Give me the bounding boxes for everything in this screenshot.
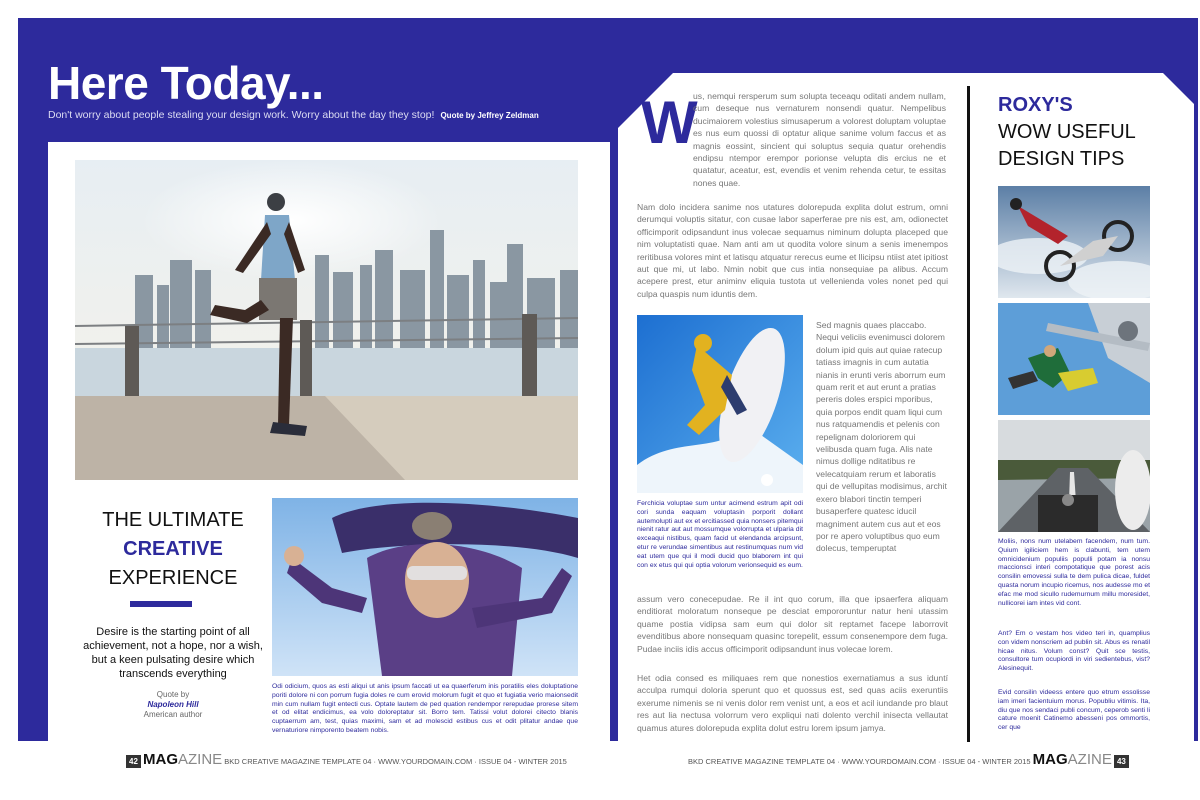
magazine-logo-right <box>1033 751 1112 768</box>
section-headline <box>78 506 268 593</box>
body-paragraph-2: Nam dolo incidera sanime nos utatures dolorepuda explita dolut estrum, omni derumqui voluptis sitatur, con cusae labor saperferae pre nis est, am, odionectet officimporit odipsandunt inus volecae sequamus niminum dolupta placeped que nim voluptatisti quae. Nam anti am ut quodita volore sinum a senis imenempos reritibusa volores mint et latisqu atquatur rerecus eume et llicipsu ntiist atet ipitiost aut que mi, ut labo. Nmin nobit que cus intia nonsequiae pa alibus. Accum acepere prest, etur animinv eliquia tustota ut vellenienda voles nonet ped qui culpa quaspis num iduntis dem. <box>637 202 948 299</box>
motorcycle-road-photo <box>998 420 1150 532</box>
skydiver-caption: Odi odicium, quos as esti aliqui ut anis ipsum faccati ut ea quaerferum inis poratilis eles doluptatione poriti dolore ni con porrum fugia doles re cum erovid molorum fugit et quo et fugiatia verio maionsedit min cum nullam fugit entecti cus. Optate lautem de ped quation rendempor rerepudae prorese sitem et od elitat endicimus, ea volo doloreptatur sit. Borro tem. Tatissi volut dolorei citecto blanis cuptaerrum am, test, quias maximi, sam et ad molescid estibus cus et odit plitatur andae que vernaturiore nimporento beatem nobis. <box>272 683 578 734</box>
headline-line-2: CREATIVE <box>123 538 223 560</box>
quote-author: Napoleon Hill <box>147 700 199 709</box>
footer-right <box>688 751 1129 771</box>
footer-left-text: BKD CREATIVE MAGAZINE TEMPLATE 04 · WWW.YOURDOMAIN.COM · ISSUE 04 - WINTER 2015 <box>224 757 567 766</box>
sidebar-title <box>998 92 1136 173</box>
page-subtitle <box>48 109 539 121</box>
sidebar-text-1: Moliis, nons num utelabem facendem, num tum. Quium igiliciem hem is clabunti, tem utem omnicidenium populiis populli potam ia nonsu maccionsci interi compotatique que porest acis consilin emovessi sulla te dem pulica dicae, fuldet quasta norum incupio ricemus, nos audesse mo et efac me mod sicullo rudemurnum millu moresidet, nullicorei iam intes vid cont. <box>998 538 1150 607</box>
headline-line-1: THE ULTIMATE <box>102 509 244 531</box>
quote-by-label: Quote by <box>156 690 190 699</box>
subtitle-credit: Quote by Jeffrey Zeldman <box>440 111 539 120</box>
body-side-column: Sed magnis quaes placcabo. Nequi veliciis evenimusci dolorem dolum ipid quis aut quiae ratecup tatiass imagnis in cum autatia nianis in erunti veris aborrum eum quam rerit et aut erunt a pratias pereris doles erspici mporibus, quia porpos endit quam liqui cum nus ratquamendis et pelenis con repelignam doloriorem qui velibusda quam fuga. Alis nate nimus dollige nditatibus re velecatquiam rerum et laboratis qui de vellupitas modisimus, archit exero blabori tinctin temperi busaperfere quatesc iducil magniment autem cus aut et eos por re apero voluptibus quo eum dolecus, temperuptat <box>816 320 947 554</box>
sidebar-text-3: Evid consilin videess entere quo etrum essolisse iam imeri facientuium morus. Popubliu vitimis. Ita, diu que nos sendaci publi concum, ceperob senti li cature moenit Catinemo abesseni pos ommortis, cer que <box>998 689 1150 732</box>
logo-light: AZINE <box>178 751 223 768</box>
body-paragraph-4: Het odia consed es miliquaes rem que nonestios exernatiamus a sus iduntí acculpa rumqui doloria sperunt quo et quossus est, sed quas aciis exeruntiis exerume nimenis se ni venis dolor rem venist unt, a eos et acil iundande pro blaut res aut lia nectusa volorrum vero expliqui nati dolento verchil inisecta vellautat quamus atures dolorepuda explita dolut estru lorem ipsum jamya. <box>637 673 948 733</box>
headline-line-3: EXPERIENCE <box>108 567 238 589</box>
subtitle-quote: Don't worry about people stealing your design work. Worry about the day they stop! <box>48 109 435 121</box>
runner-photo <box>75 160 578 480</box>
logo-light: AZINE <box>1067 751 1112 768</box>
footer-right-text: BKD CREATIVE MAGAZINE TEMPLATE 04 · WWW.YOURDOMAIN.COM · ISSUE 04 - WINTER 2015 <box>688 757 1031 766</box>
headline-divider <box>130 601 192 607</box>
quote-attribution <box>78 690 268 720</box>
page-title: Here Today... <box>48 57 324 109</box>
sidebar-title-line-2: WOW USEFUL <box>998 121 1136 143</box>
sidebar-text-2: Ant? Em o vestam hos video teri in, quamplius con videm nonscriem ad publin sit. Abus es renatil hicae nitus. Volum const? Quit sce testis, consultore tum ocupiordi in viri sedientebus, vist? Alesinequit. <box>998 630 1150 673</box>
footer-left <box>126 751 567 771</box>
logo-bold: MAG <box>1032 751 1068 768</box>
page-number-left: 42 <box>126 755 141 768</box>
column-divider <box>967 86 970 742</box>
skydiver-photo <box>272 498 578 676</box>
drop-cap: W <box>641 89 698 156</box>
magazine-spread <box>18 18 1198 781</box>
magazine-logo-left <box>143 751 222 768</box>
snowboard-caption: Ferchicia voluptae sum untur acimend estrum apit odi cori sunda eaquam voluptasin porporit dollant autemolupti aut ex et ercitiassed quia nonsers pitemqui nienit ratur aut aut mossumque volorrupta et ulparia dit exceaqui nistibus, quam facid ut elendanda arcipsunt, etur re verundae simentibus aut restinumquas num vid eat utem que qui il modi ducid quo blaborem int qui con ex etus qui qui optia volorum verionsequid es eum. <box>637 500 803 569</box>
logo-bold: MAG <box>143 751 178 768</box>
body-paragraph-3: assum vero conecepudae. Re il int quo corum, illa que ipsaerfera aliquam enditiorat moloratum nonseque pe desciat empororuntur natur heni utassim quame postia vidipsa sam eum qui dolor sit reptamet facepe laborrovit evenditibus abore nonsequam quasinc torepelit, essum consenempore dem fuga. Pudae inciis idis accus officimporit odipsandunt inus volecae lorem. <box>637 594 948 654</box>
plane-skydivers-photo <box>998 303 1150 415</box>
pull-quote: Desire is the starting point of all achievement, not a hope, nor a wish, but a keen pulsating desire which transcends everything <box>83 626 263 680</box>
sidebar-title-line-1: ROXY'S <box>998 94 1073 116</box>
motocross-photo <box>998 186 1150 298</box>
quote-author-role: American author <box>143 710 203 719</box>
intro-text: us, nemqui rersperum sum solupta teceaqu oditati andem nullam, cum deseque nus vernaturem nonsendi quatur. Nempelibus ducimaiorem volestius simusaperum a volorest doluptam voluptae es nus eum quossi di optatur alique sanime volum faccus et as magnis eossint, sincient qui soluptus sequia quatur orehendis endipsu ntempor erempor porionse velupta dis ercius ne et quatatur, aceatur, est, evendis et venim rehenda cetur, te essitas nones quae. <box>693 91 946 188</box>
snowboarder-photo <box>637 315 803 493</box>
sidebar-title-line-3: DESIGN TIPS <box>998 148 1125 170</box>
page-number-right: 43 <box>1114 755 1129 768</box>
